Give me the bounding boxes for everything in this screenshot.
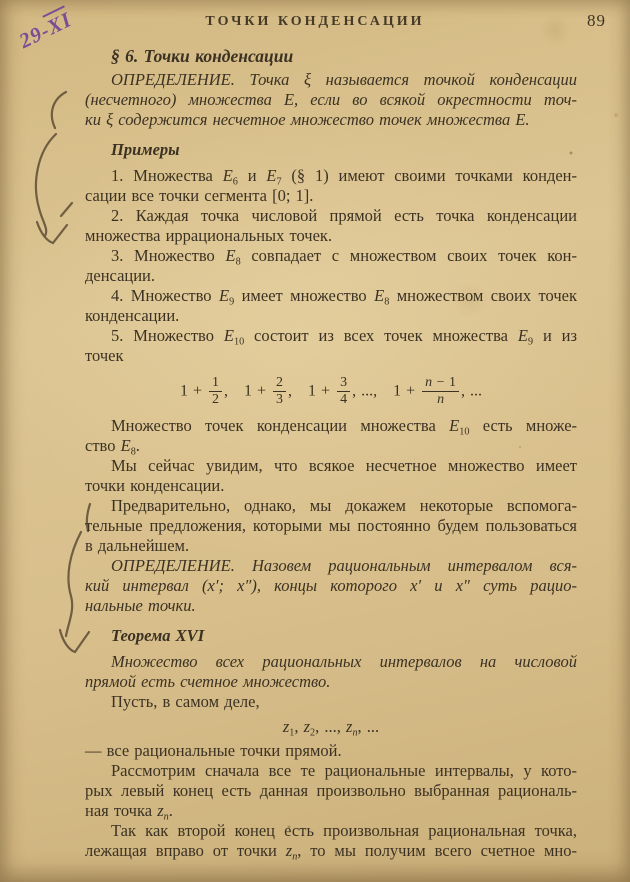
- text-line: рых левый конец есть данная произвольно выбранная рациональ-: [85, 781, 577, 801]
- text-line: сации все точки сегмента [0; 1].: [85, 186, 314, 205]
- text-line: ОПРЕДЕЛЕНИЕ. Точка ξ называется точкой конденсации: [111, 70, 577, 89]
- text-line: кий интервал (x′; x″), концы которого x′ и x″ суть рацио-: [85, 576, 577, 596]
- text-line: ство $E_8$.: [85, 436, 140, 458]
- text-line: 5. Множество $E_{10}$ состоит из всех точек множества $E_9$ и из: [111, 326, 577, 348]
- text-line: точки конденсации.: [85, 476, 225, 496]
- running-title: ТОЧКИ КОНДЕНСАЦИИ: [205, 14, 425, 29]
- text-line: нальные точки.: [85, 596, 196, 616]
- text-line: Теорема XVI: [111, 626, 205, 646]
- text-line: лежащая вправо от точки $z_n$, то мы получим всего счетное мно-: [85, 841, 577, 863]
- text-line: Рассмотрим сначала все те рациональные интервалы, у кото-: [111, 761, 577, 781]
- text-line: Предварительно, однако, мы докажем некоторые вспомога-: [111, 496, 577, 516]
- text-line: Множество всех рациональных интервалов на числовой: [111, 652, 577, 672]
- text-line: прямой есть счетное множество.: [85, 672, 331, 692]
- text-line: 4. Множество $E_9$ имеет множество $E_8$ множеством своих точек: [111, 286, 577, 308]
- text-line: (несчетного) множества E, если во всякой окрестности точ-: [85, 90, 577, 109]
- text-line: Мы сейчас увидим, что всякое несчетное множество имеет: [111, 456, 577, 476]
- text-column: [85, 46, 577, 861]
- text-line: тельные предложения, которыми мы постоянно будем пользоваться: [85, 516, 577, 536]
- text-line: ная точка $z_n$.: [85, 801, 173, 823]
- text-line: 2. Каждая точка числовой прямой есть точка конденсации: [111, 206, 577, 225]
- text-line: Множество точек конденсации множества $E_{10}$ есть множе-: [111, 416, 578, 438]
- text-line: Примеры: [111, 140, 180, 159]
- text-line: Так как второй конец есть произвольная рациональная точка,: [111, 821, 577, 841]
- text-line: множества иррациональных точек.: [85, 226, 333, 245]
- text-line: ОПРЕДЕЛЕНИЕ. Назовем рациональным интервалом вся-: [111, 556, 577, 576]
- pen-tick-mark: [58, 200, 76, 220]
- text-line: § 6. Точки конденсации: [111, 46, 294, 66]
- text-line: в дальнейшем.: [85, 536, 190, 556]
- text-line: 3. Множество $E_8$ совпадает с множеством своих точек кон-: [111, 246, 577, 268]
- pen-bracket-mark: [22, 86, 78, 246]
- text-line: Пусть, в самом деле,: [111, 692, 260, 712]
- text-line: денсации.: [85, 266, 156, 285]
- text-line: — все рациональные точки прямой.: [85, 741, 342, 761]
- text-line: конденсации.: [85, 306, 180, 325]
- text-line: 1. Множества $E_6$ и $E_7$ (§ 1) имеют своими точками конден-: [111, 166, 577, 188]
- text-line: 1 + $\frac{1}{2}$ , 1 + $\frac{2}{3}$ , 1 + $\frac{3}{4}$ , ..., 1 + $\frac{n - 1}{n}$ , ...: [179, 375, 483, 408]
- text-line: точек: [85, 346, 124, 365]
- text-line: ки ξ содержится несчетное множество точек множества E.: [85, 110, 530, 129]
- handwritten-date-prefix: 29-: [15, 17, 54, 53]
- handwritten-date-suffix: $\overline{XI}$: [43, 7, 76, 40]
- text-line: $z_1$, $z_2$, ..., $z_n$, ...: [282, 717, 380, 739]
- page-number: 89: [587, 11, 606, 30]
